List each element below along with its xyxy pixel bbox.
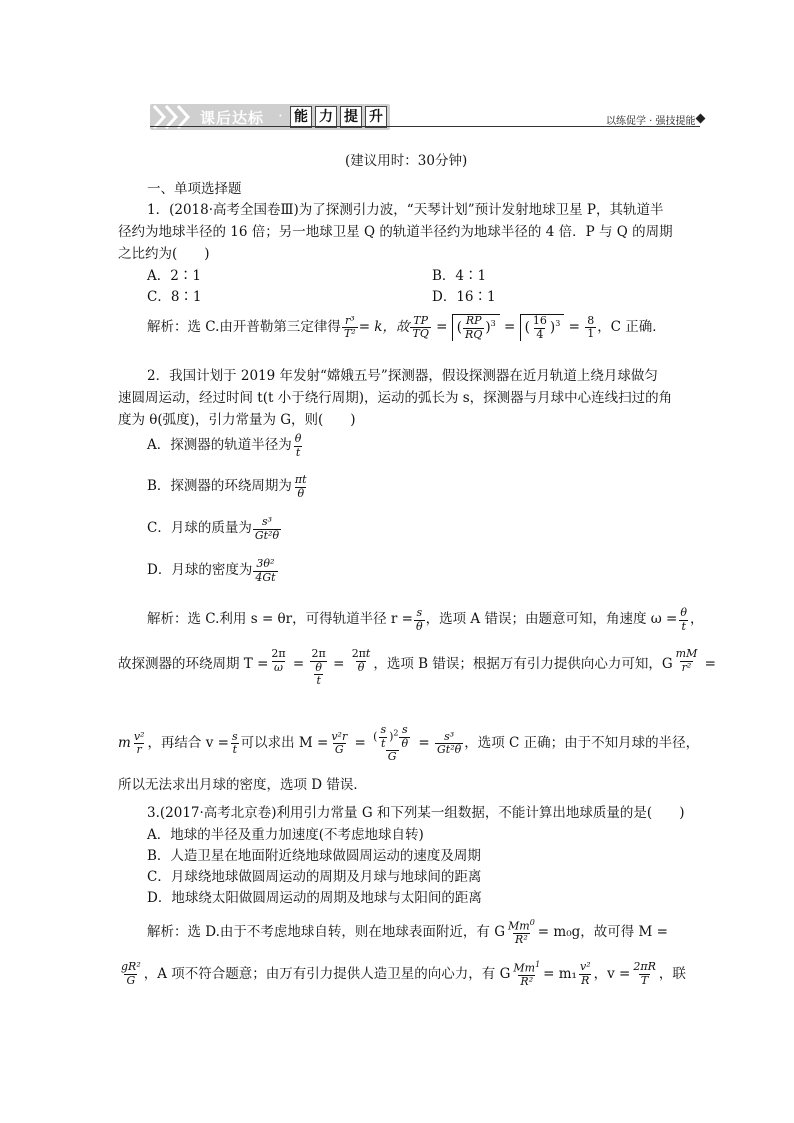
- q3-solution-text: = m₁: [543, 965, 577, 982]
- q1-solution-text: ，C 正确．: [597, 318, 666, 335]
- q2-line-1: 2．我国计划于 2019 年发射“嫦娥五号”探测器，假设探测器在近月轨道上绕月球做匀: [147, 368, 658, 384]
- q2-line-3: 度为 θ(弧度)，引力常量为 G，则( ): [118, 412, 356, 428]
- q1-option-c: C．8∶1: [147, 289, 202, 305]
- q1-solution: 解析：选 C.由开普勒第三定律得 $\frac{\text{r³}}{\text{T²}}$ = k，故 $\frac{TP}{TQ}$ = ( $\frac{RP}{RQ}$ )$^3$ = ( $\frac{16}{4}$ )$^3$ = $\frac{8}{1}$ ，C 正确．: [147, 313, 666, 341]
- q3-solution-text: ，A 项不符合题意；由万有引力提供人造卫星的向心力，有 G: [143, 965, 511, 982]
- header-slogan: 以练促学 · 强技提能: [606, 116, 696, 127]
- q1-solution-text: 解析：选 C.由开普勒第三定律得: [147, 318, 341, 335]
- formula-fraction: $\frac{8}{1}$: [587, 313, 595, 341]
- formula-fraction: $\frac{s}{\theta}$: [415, 606, 423, 633]
- formula-sqrt: ( $\frac{16}{4}$ )$^3$: [520, 314, 565, 341]
- formula-fraction: $\frac{\text{3θ²}}{4Gt}$: [255, 557, 276, 584]
- formula-fraction: $\frac{mM}{\text{r²}}$: [675, 647, 698, 674]
- q2-solution-line-1: 解析：选 C.利用 s = θr，可得轨道半径 r = $\frac{s}{\theta}$ ，选项 A 错误；由题意可知，角速度 ω = $\frac{\theta}{t}$ ，: [147, 606, 704, 633]
- q1-option-d: D．16∶1: [432, 289, 496, 305]
- q1-option-a: A．2∶1: [147, 268, 201, 284]
- q2-solution-text: ，选项 A 错误；由题意可知，角速度 ω =: [425, 611, 678, 628]
- formula-fraction: $\frac{\text{gR²}}{G}$: [121, 960, 141, 987]
- formula-fraction: $\frac{2\pi}{\frac{\theta}{t}}$: [311, 647, 326, 688]
- banner-box-char: 力: [315, 106, 337, 128]
- formula-fraction: $\frac{16}{4}$: [532, 314, 547, 341]
- q2-solution-text: 可以求出 M =: [240, 735, 329, 752]
- q3-solution-text: ，v =: [593, 965, 631, 982]
- q3-option-d: D．地球绕太阳做圆周运动的周期及地球与太阳间的距离: [147, 890, 482, 906]
- q2-solution-line-2: 故探测器的环绕周期 T = $\frac{2\pi}{\omega}$ = $\frac{2\pi}{\frac{\theta}{t}}$ = $\frac{2\pi t}{\theta}$ ，选项 B 错误；根据万有引力提供向心力可知，G $\frac{mM}{\text{r²}}$ =: [118, 647, 716, 688]
- q3-solution-line-2: [118, 960, 686, 989]
- q2-option-d: [147, 558, 279, 584]
- q2-option-c: [147, 516, 282, 542]
- banner-box-char: 能: [290, 106, 312, 128]
- formula-fraction: $\frac{\theta}{t}$: [294, 432, 302, 459]
- q1-line-2: 径约为地球半径的 16 倍；另一地球卫星 Q 的轨道半径约为地球半径的 4 倍．P 与 Q 的周期: [118, 224, 673, 240]
- formula-fraction: $\frac{\pi t}{\theta}$: [294, 473, 307, 500]
- q1-line-1: 1．(2018·高考全国卷Ⅲ)为了探测引力波，“天琴计划”预计发射地球卫星 P，其轨道半: [147, 202, 664, 218]
- q2-solution-line-3: m $\frac{\text{v²}}{r}$ ，再结合 v = $\frac{s}{t}$ 可以求出 M = $\frac{\text{v²r}}{G}$ = ( $\frac{s}{t}$ )$^2$ $\frac{s}{\theta}$ G = $\frac{\text{s³}}{\text{Gt²θ}}$ ，选项 C 正确；由于不知月球的半径，: [118, 723, 700, 764]
- q2-option-d-label: D．月球的密度为: [147, 562, 253, 579]
- formula-fraction: $\frac{\text{v²}}{R}$: [579, 960, 591, 987]
- q2-option-a: [147, 433, 304, 459]
- formula-fraction: $\frac{\theta}{t}$: [680, 606, 687, 633]
- formula-fraction: $\frac{\text{v²}}{r}$: [133, 729, 145, 757]
- q2-option-a-label: A．探测器的轨道半径为: [147, 437, 292, 454]
- q2-solution-text: ，选项 C 正确；由于不知月球的半径，: [464, 735, 700, 752]
- formula-fraction: $\frac{\text{s³}}{\text{Gt²θ}}$: [437, 729, 462, 757]
- q3-solution-text: = m₀g，故可得 M =: [537, 923, 668, 940]
- q3-option-c: C．月球绕地球做圆周运动的周期及月球与地球间的距离: [147, 869, 482, 885]
- formula-fraction: $\frac{2\pi R}{T}$: [633, 960, 656, 987]
- banner-box-char: 提: [340, 106, 362, 128]
- section-title: 一、单项选择题: [147, 181, 242, 197]
- banner-title: 课后达标: [200, 109, 265, 127]
- formula-fraction: $\frac{Mm^0}{\text{R²}}$: [508, 918, 535, 947]
- formula-fraction: $\frac{s}{t}$: [231, 729, 238, 757]
- q2-option-b: [147, 474, 310, 500]
- q3-solution-text: ，联: [658, 965, 686, 982]
- q3-solution-text: 解析：选 D.由于不考虑地球自转，则在地球表面附近，有 G: [147, 923, 505, 940]
- formula-fraction: $\frac{TP}{TQ}$: [412, 313, 429, 341]
- banner-boxed-title: [290, 106, 387, 128]
- banner-separator: ·: [278, 107, 283, 125]
- formula-fraction: $\frac{\text{v²r}}{G}$: [331, 729, 348, 757]
- formula-sqrt: ( $\frac{RP}{RQ}$ )$^3$: [452, 314, 500, 341]
- formula-fraction: $\frac{\text{s³}}{\text{Gt²θ}}$: [254, 515, 280, 542]
- q3-option-b: B．人造卫星在地面附近绕地球做圆周运动的速度及周期: [147, 848, 481, 864]
- formula-fraction: $\frac{Mm^1}{\text{R²}}$: [513, 960, 541, 989]
- q3-solution-line-1: [147, 918, 668, 947]
- formula-fraction: $\frac{2\pi}{\omega}$: [271, 647, 286, 674]
- formula-fraction: ( $\frac{s}{t}$ )$^2$ $\frac{s}{\theta}$ G: [373, 723, 409, 764]
- q2-line-2: 速圆周运动，经过时间 t(t 小于绕行周期)，运动的弧长为 s，探测器与月球中心连线扫过的角: [118, 390, 673, 406]
- q1-line-3: 之比约为( ): [118, 246, 210, 262]
- q2-solution-line-4: 所以无法求出月球的密度，选项 D 错误．: [118, 777, 367, 793]
- diamond-icon: [696, 114, 706, 124]
- formula-fraction: $\frac{RP}{RQ}$: [465, 314, 483, 341]
- q3-option-a: A．地球的半径及重力加速度(不考虑地球自转): [147, 827, 424, 843]
- q2-option-b-label: B．探测器的环绕周期为: [147, 478, 292, 495]
- q2-solution-text: ，再结合 v =: [147, 735, 229, 752]
- banner-box-char: 升: [365, 106, 387, 128]
- time-note: (建议用时：30分钟): [345, 153, 468, 169]
- q2-solution-text: ，选项 B 错误；根据万有引力提供向心力可知，G: [373, 656, 673, 672]
- q2-option-c-label: C．月球的质量为: [147, 520, 252, 537]
- q3-line-1: 3.(2017·高考北京卷)利用引力常量 G 和下列某一组数据，不能计算出地球质量的是( ): [147, 805, 685, 821]
- q1-option-b: B．4∶1: [432, 268, 487, 284]
- q2-solution-text: 解析：选 C.利用 s = θr，可得轨道半径 r =: [147, 611, 413, 628]
- formula-fraction: $\frac{\text{r³}}{\text{T²}}$: [343, 313, 356, 341]
- formula-fraction: $\frac{2\pi t}{\theta}$: [351, 647, 371, 674]
- q1-solution-text: = k，故: [358, 318, 410, 335]
- q2-solution-text: 故探测器的环绕周期 T =: [118, 656, 269, 672]
